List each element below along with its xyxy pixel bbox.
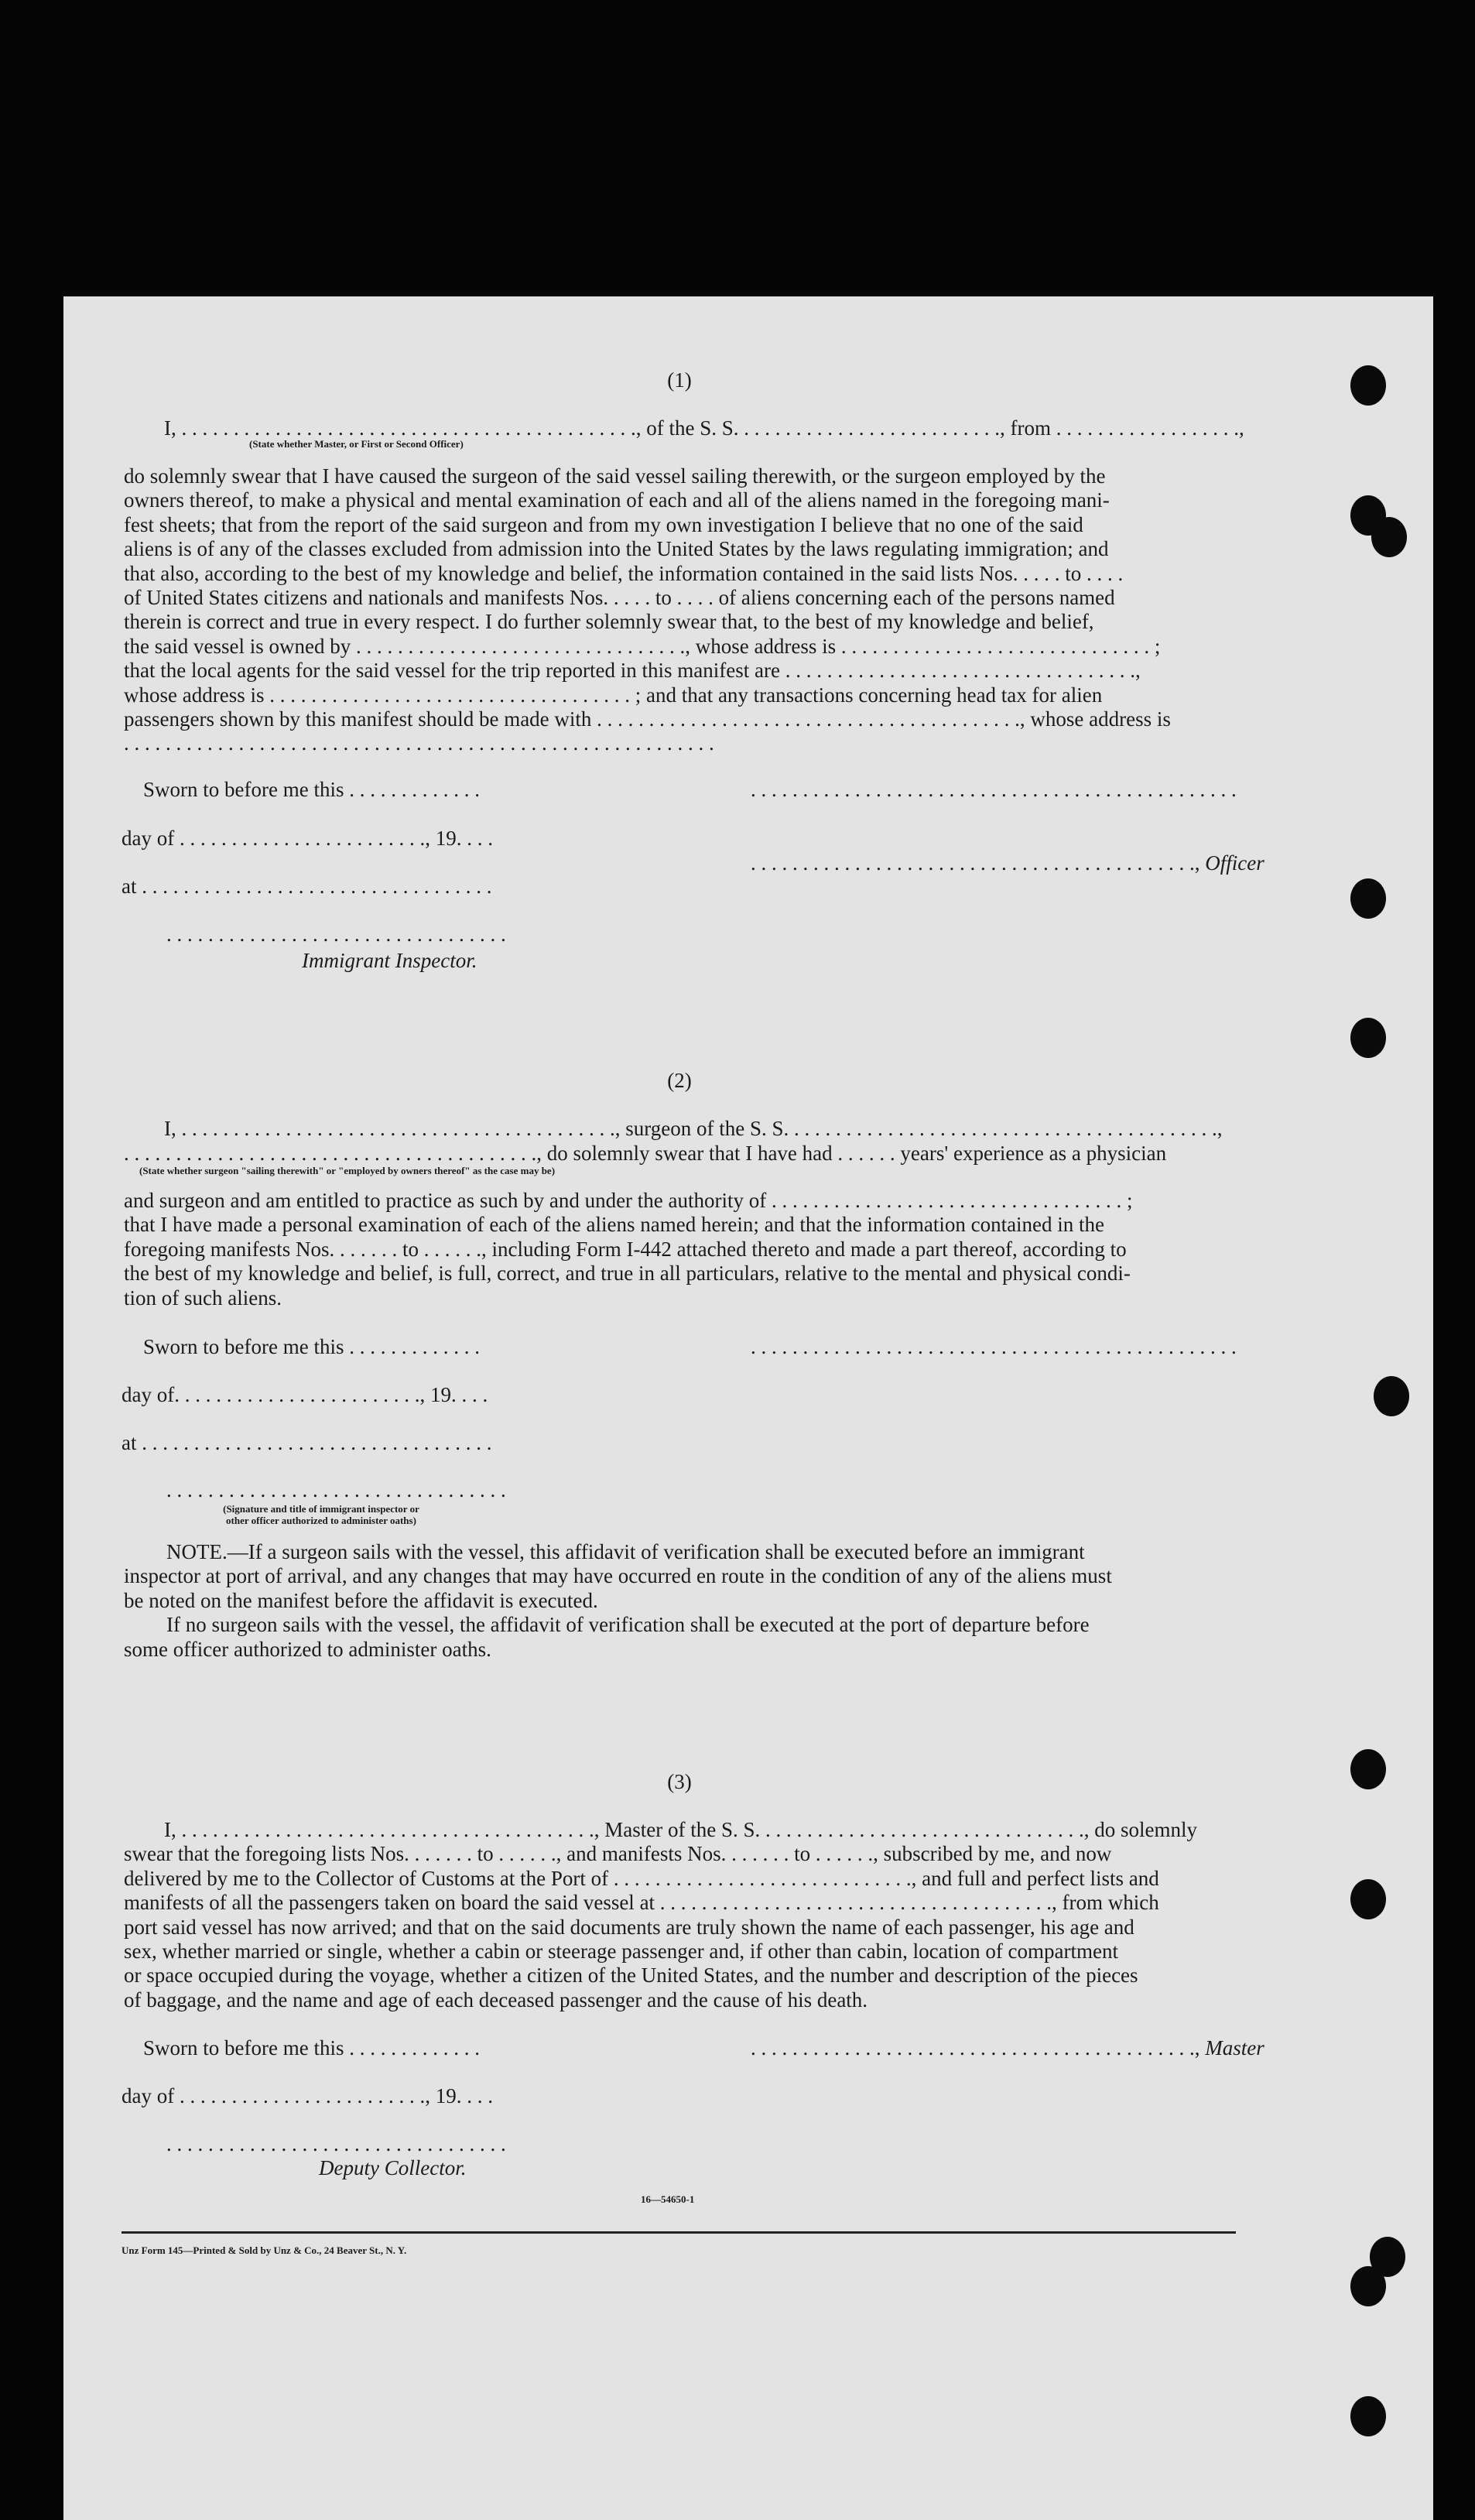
section-3-body-line: port said vessel has now arrived; and that on the said documents are truly shown the name of each passenger, his age and xyxy=(124,1915,1134,1939)
binder-hole xyxy=(1374,1376,1409,1416)
section-2-signature-note-line: other officer authorized to administer oaths) xyxy=(226,1515,416,1526)
section-2-at: at . . . . . . . . . . . . . . . . . . . . . . . . . . . . . . . . . . xyxy=(121,1431,492,1454)
section-2-line-2: . . . . . . . . . . . . . . . . . . . . . . . . . . . . . . . . . . . . . . . ., do solemnly swear that I have had . . . . . . years' experience as a physician xyxy=(124,1142,1167,1165)
section-3-body-line: swear that the foregoing lists Nos. . . . . . . to . . . . . ., and manifests Nos. . . . . . . to . . . . . ., subscribed by me, and now xyxy=(124,1842,1112,1866)
section-2-day: day of. . . . . . . . . . . . . . . . . . . . . . . ., 19. . . . xyxy=(121,1383,488,1406)
section-1-body-line: fest sheets; that from the report of the said surgeon and from my own investigation I believe that no one of the said xyxy=(124,512,1083,536)
section-2-note-line: inspector at port of arrival, and any changes that may have occurred en route in the condition of any of the aliens must xyxy=(124,1564,1112,1588)
section-3-master-dots: . . . . . . . . . . . . . . . . . . . . . . . . . . . . . . . . . . . . . . . . . . ., xyxy=(751,2036,1200,2059)
section-1-body-line: the said vessel is owned by . . . . . . . . . . . . . . . . . . . . . . . . . . . . . . . ., whose address is . . . . . . . . . . . . . . . . . . . . . . . . . . . . . . ; xyxy=(124,634,1161,658)
section-1-body-line: owners thereof, to make a physical and mental examination of each and all of the aliens named in the foregoing mani- xyxy=(124,488,1110,512)
form-code: 16—54650-1 xyxy=(641,2193,695,2205)
section-1-heading: (1) xyxy=(667,368,692,392)
section-1-master-note: (State whether Master, or First or Second Officer) xyxy=(249,438,464,450)
section-1-body xyxy=(124,464,1235,756)
binder-hole xyxy=(1350,1018,1386,1058)
section-1-body-line: passengers shown by this manifest should be made with . . . . . . . . . . . . . . . . . . . . . . . . . . . . . . . . . . . . . . . . ., whose address is xyxy=(124,707,1171,731)
section-1-body-line: . . . . . . . . . . . . . . . . . . . . . . . . . . . . . . . . . . . . . . . . . . . . . . . . . . . . . . . . . xyxy=(124,731,714,755)
section-1-body-line: aliens is of any of the classes excluded from admission into the United States by the laws regulating immigration; and xyxy=(124,537,1109,561)
section-2-line-1: I, . . . . . . . . . . . . . . . . . . . . . . . . . . . . . . . . . . . . . . . . . ., surgeon of the S. S. . . . . . . . . . . . . . . . . . . . . . . . . . . . . . . . . . . . . . . . . ., xyxy=(164,1117,1223,1140)
binder-hole xyxy=(1350,365,1386,406)
section-2-surgeon-note: (State whether surgeon "sailing therewith" or "employed by owners thereof" as the case may be) xyxy=(139,1165,556,1176)
section-3-body-line: manifests of all the passengers taken on board the said vessel at . . . . . . . . . . . . . . . . . . . . . . . . . . . . . . . . . . . . . ., from which xyxy=(124,1891,1159,1915)
section-1-officer-line xyxy=(751,851,1265,875)
section-3-master-label: Master xyxy=(1205,2036,1265,2059)
section-2-body-line: tion of such aliens. xyxy=(124,1286,282,1310)
section-2-note-line: some officer authorized to administer oaths. xyxy=(124,1637,491,1661)
section-2-sworn: Sworn to before me this . . . . . . . . . . . . . xyxy=(143,1335,480,1358)
section-2-note-line: If no surgeon sails with the vessel, the affidavit of verification shall be executed at the port of departure before xyxy=(166,1613,1090,1637)
binder-hole xyxy=(1350,2396,1386,2436)
section-3-body-line: of baggage, and the name and age of each deceased passenger and the cause of his death. xyxy=(124,1988,868,2012)
section-2-body-line: the best of my knowledge and belief, is full, correct, and true in all particulars, relative to the mental and physical condi- xyxy=(124,1262,1131,1286)
section-2-signature-dots: . . . . . . . . . . . . . . . . . . . . . . . . . . . . . . . . . xyxy=(166,1478,506,1501)
binder-hole xyxy=(1350,1879,1386,1919)
binder-hole xyxy=(1371,517,1407,557)
section-3-master-line xyxy=(751,2036,1265,2060)
section-3-heading: (3) xyxy=(667,1770,692,1793)
printer-footer: Unz Form 145—Printed & Sold by Unz & Co., 24 Beaver St., N. Y. xyxy=(121,2244,407,2256)
section-1-officer-dots: . . . . . . . . . . . . . . . . . . . . . . . . . . . . . . . . . . . . . . . . . . ., xyxy=(751,851,1200,875)
section-1-body-line: whose address is . . . . . . . . . . . . . . . . . . . . . . . . . . . . . . . . . . . ; and that any transactions concerning head tax for alien xyxy=(124,683,1103,707)
section-2-note-line: be noted on the manifest before the affidavit is executed. xyxy=(124,1588,598,1612)
section-2-note-line: NOTE.—If a surgeon sails with the vessel, this affidavit of verification shall be executed before an immigrant xyxy=(166,1540,1085,1563)
section-2-body-line: and surgeon and am entitled to practice as such by and under the authority of . . . . . . . . . . . . . . . . . . . . . . . . . . . . . . . . . . ; xyxy=(124,1189,1133,1212)
section-3-body-line: delivered by me to the Collector of Customs at the Port of . . . . . . . . . . . . . . . . . . . . . . . . . . . . ., and full and perfect lists and xyxy=(124,1866,1159,1890)
section-1-inspector-label: Immigrant Inspector. xyxy=(302,949,477,972)
section-2-body-line: that I have made a personal examination of each of the aliens named herein; and that the information contained in the xyxy=(124,1213,1105,1237)
section-1-signature-line: . . . . . . . . . . . . . . . . . . . . . . . . . . . . . . . . . . . . . . . . . . . . . . . xyxy=(751,778,1237,801)
section-3-body xyxy=(124,1818,1235,2012)
section-3-collector-label: Deputy Collector. xyxy=(319,2156,467,2179)
section-1-body-line: do solemnly swear that I have caused the surgeon of the said vessel sailing therewith, or the surgeon employed by the xyxy=(124,464,1106,488)
section-1-line-1: I, . . . . . . . . . . . . . . . . . . . . . . . . . . . . . . . . . . . . . . . . . . . ., of the S. S. . . . . . . . . . . . . . . . . . . . . . . . . ., from . . . . . . . . . . . . . . . . . ., xyxy=(164,416,1244,440)
section-1-body-line: that also, according to the best of my knowledge and belief, the information contained in the said lists Nos. . . . . to . . . . xyxy=(124,561,1124,585)
section-2-signature-note xyxy=(166,1503,476,1526)
section-3-day: day of . . . . . . . . . . . . . . . . . . . . . . . ., 19. . . . xyxy=(121,2084,493,2107)
footer-rule xyxy=(121,2231,1236,2234)
section-3-sworn: Sworn to before me this . . . . . . . . . . . . . xyxy=(143,2036,480,2059)
section-2-body-line: foregoing manifests Nos. . . . . . . to . . . . . ., including Form I-442 attached thereto and made a part thereof, according to xyxy=(124,1237,1127,1261)
section-1-at: at . . . . . . . . . . . . . . . . . . . . . . . . . . . . . . . . . . xyxy=(121,875,492,898)
section-1-officer-label: Officer xyxy=(1205,851,1265,875)
section-3-collector-dots: . . . . . . . . . . . . . . . . . . . . . . . . . . . . . . . . . xyxy=(166,2132,506,2155)
section-1-sworn: Sworn to before me this . . . . . . . . . . . . . xyxy=(143,778,480,801)
section-2-note xyxy=(124,1540,1235,1662)
section-1-body-line: of United States citizens and nationals and manifests Nos. . . . . to . . . . of aliens concerning each of the persons named xyxy=(124,586,1115,610)
binder-hole xyxy=(1350,2266,1386,2306)
binder-hole xyxy=(1350,878,1386,919)
section-3-body-line: or space occupied during the voyage, whether a citizen of the United States, and the number and description of the pieces xyxy=(124,1964,1138,1988)
section-2-heading: (2) xyxy=(667,1069,692,1092)
section-1-day: day of . . . . . . . . . . . . . . . . . . . . . . . ., 19. . . . xyxy=(121,827,493,850)
section-2-body xyxy=(124,1189,1235,1310)
section-2-signature-note-line: (Signature and title of immigrant inspector or xyxy=(223,1503,419,1515)
section-2-signature-line: . . . . . . . . . . . . . . . . . . . . . . . . . . . . . . . . . . . . . . . . . . . . . . . xyxy=(751,1335,1237,1358)
section-1-inspector-dots: . . . . . . . . . . . . . . . . . . . . . . . . . . . . . . . . . xyxy=(166,923,506,946)
section-1-body-line: that the local agents for the said vessel for the trip reported in this manifest are . . . . . . . . . . . . . . . . . . . . . . . . . . . . . . . . . ., xyxy=(124,659,1141,683)
binder-hole xyxy=(1350,1749,1386,1789)
section-3-body-line: sex, whether married or single, whether a cabin or steerage passenger and, if other than cabin, location of compartment xyxy=(124,1940,1119,1964)
section-3-body-line: I, . . . . . . . . . . . . . . . . . . . . . . . . . . . . . . . . . . . . . . . ., Master of the S. S. . . . . . . . . . . . . . . . . . . . . . . . . . . . . . . ., do solemnly xyxy=(164,1818,1197,1841)
section-1-body-line: therein is correct and true in every respect. I do further solemnly swear that, to the best of my knowledge and belief, xyxy=(124,610,1094,634)
